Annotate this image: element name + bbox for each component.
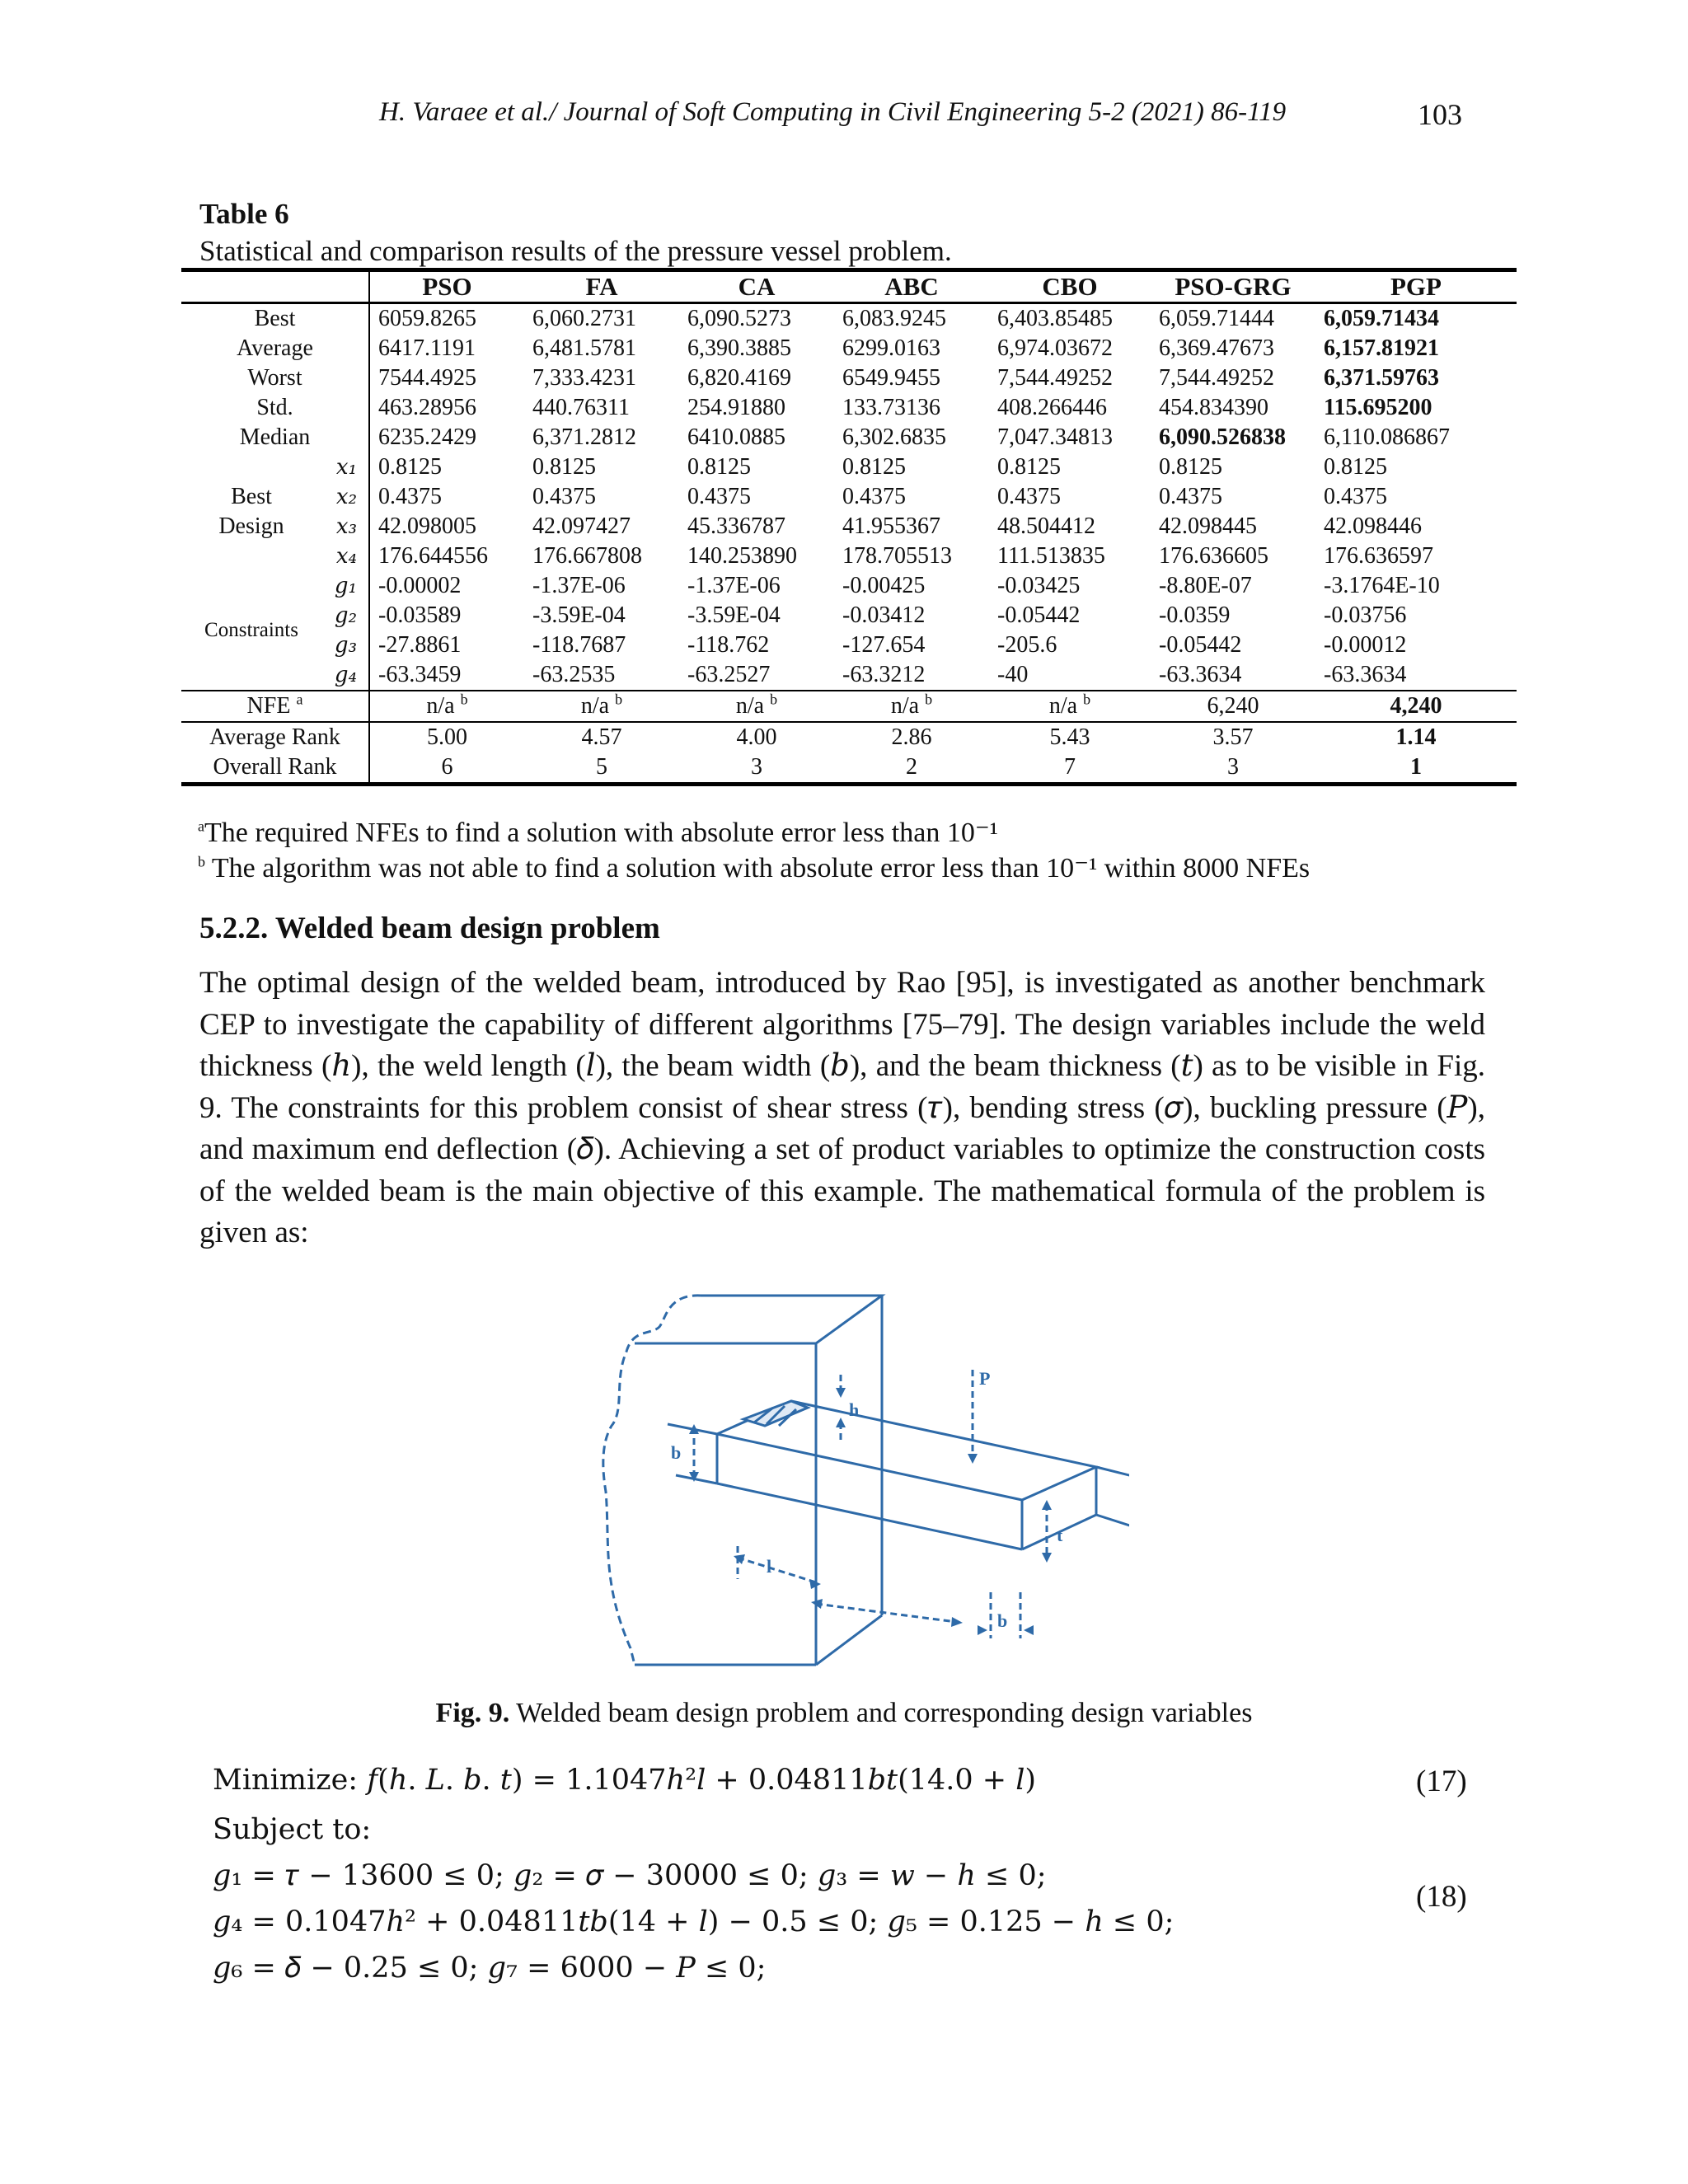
row-label: Median xyxy=(181,423,369,452)
table-cell: 6,110.086867 xyxy=(1324,424,1450,450)
table-cell: 6,157.81921 xyxy=(1324,335,1439,361)
table-cell: -1.37E-06 xyxy=(532,573,626,598)
table-cell: 0.8125 xyxy=(532,454,596,480)
table-label: Table 6 xyxy=(199,198,289,230)
table-cell xyxy=(1315,691,1517,722)
equation-constraints-1: 𝑔₁ = 𝜏 − 13600 ≤ 0; 𝑔₂ = 𝜎 − 30000 ≤ 0; 𝑔₃ = 𝑤 − ℎ ≤ 0; xyxy=(213,1859,1047,1892)
constraint-row xyxy=(181,630,1517,660)
table-cell: -118.7687 xyxy=(532,632,626,658)
average-rank-row xyxy=(181,722,1517,752)
table-cell: -0.03589 xyxy=(378,602,462,628)
table-cell: -0.00012 xyxy=(1324,632,1407,658)
table-cell: -8.80E-07 xyxy=(1159,573,1252,598)
nfe-row xyxy=(181,691,1517,722)
label-t: t xyxy=(1057,1525,1063,1545)
table-cell: 0.8125 xyxy=(1159,454,1222,480)
nfe-label-sup: a xyxy=(296,691,303,708)
corner-cell xyxy=(181,270,369,303)
table-cell: 0.4375 xyxy=(1159,484,1222,509)
stat-row xyxy=(181,363,1517,393)
table-cell: 5.43 xyxy=(989,722,1151,752)
table-cell: 4.57 xyxy=(524,722,679,752)
table-cell: 4.00 xyxy=(679,722,834,752)
table-cell: 176.636605 xyxy=(1159,543,1268,569)
table-cell: -3.59E-04 xyxy=(687,602,781,628)
table-cell: -63.3459 xyxy=(378,662,462,687)
section-heading: 5.2.2. Welded beam design problem xyxy=(199,912,660,945)
nfe-sup: b xyxy=(615,691,623,708)
table-cell: 6,090.5273 xyxy=(687,306,791,331)
page-number: 103 xyxy=(1418,98,1462,131)
nfe-value: n/a xyxy=(735,693,765,719)
table-cell: 3 xyxy=(679,752,834,785)
table-cell: -63.3634 xyxy=(1324,662,1407,687)
stat-row xyxy=(181,393,1517,423)
constraints-group-label: Constraints xyxy=(204,619,298,641)
table-cell: -3.1764E-10 xyxy=(1324,573,1440,598)
table-cell: 6059.8265 xyxy=(378,306,476,331)
table-cell: -0.03425 xyxy=(997,573,1081,598)
figure-caption: Fig. 9. Welded beam design problem and corresponding design variables xyxy=(435,1698,1253,1728)
table-cell: 463.28956 xyxy=(378,395,476,420)
table-cell: 440.76311 xyxy=(532,395,630,420)
table-cell: -0.05442 xyxy=(997,602,1081,628)
variable-symbol: x₂ xyxy=(321,482,369,512)
table-cell: 6,090.526838 xyxy=(1159,424,1286,450)
nfe-value: n/a xyxy=(890,693,920,719)
table-cell: 3.57 xyxy=(1151,722,1315,752)
constraint-symbol: g₂ xyxy=(321,601,369,630)
row-label: Worst xyxy=(181,363,369,393)
label-h: h xyxy=(849,1399,860,1420)
col-header: PSO-GRG xyxy=(1151,270,1315,303)
body-paragraph: The optimal design of the welded beam, introduced by Rao [95], is investigated as another benchmark CEP to investigate the capability of different algorithms [75–79]. The design variables include the weld thickness (ℎ), the weld length (𝑙), the beam width (𝑏), and the beam thickness (𝑡) as to be visible in Fig. 9. The constraints for this problem consist of shear stress (𝜏), bending stress (𝜎), buckling pressure (𝑃), and maximum end deflection (𝛿). Achieving a set of product variables to optimize the construction costs of the welded beam is the main objective of this example. The mathematical formula of the problem is given as: xyxy=(199,966,1485,1249)
row-label: Std. xyxy=(181,393,369,423)
row-label: Best xyxy=(181,303,369,335)
table-cell: -0.03756 xyxy=(1324,602,1407,628)
table-cell: -205.6 xyxy=(997,632,1057,658)
table-cell xyxy=(834,691,989,722)
table-cell: 0.8125 xyxy=(687,454,751,480)
label-p: P xyxy=(979,1368,991,1389)
table-cell: -3.59E-04 xyxy=(532,602,626,628)
table-cell: 0.4375 xyxy=(997,484,1061,509)
constraint-symbol: g₁ xyxy=(321,571,369,601)
table-cell xyxy=(369,691,524,722)
table-cell: 6410.0885 xyxy=(687,424,785,450)
table-cell: -63.2535 xyxy=(532,662,616,687)
table-cell: 45.336787 xyxy=(687,513,785,539)
table-cell: 7,544.49252 xyxy=(997,365,1113,391)
nfe-value: 6,240 xyxy=(1207,693,1259,719)
table-cell: 0.8125 xyxy=(842,454,906,480)
table-cell: 6,481.5781 xyxy=(532,335,636,361)
table-cell: 176.667808 xyxy=(532,543,642,569)
footnote-a: $^a$The required NFEs to find a solution with absolute error less than 10⁻¹ xyxy=(198,818,998,848)
table-cell: 6299.0163 xyxy=(842,335,940,361)
table-cell: 6,820.4169 xyxy=(687,365,791,391)
table-cell: 254.91880 xyxy=(687,395,785,420)
table-cell: 6,059.71444 xyxy=(1159,306,1274,331)
table-cell: 7,047.34813 xyxy=(997,424,1113,450)
table-cell: 0.8125 xyxy=(378,454,442,480)
variable-symbol: x₃ xyxy=(321,512,369,541)
dimension-arrowheads xyxy=(689,1388,1052,1635)
table-body xyxy=(181,303,1517,785)
table-cell: -0.05442 xyxy=(1159,632,1242,658)
table-cell: -63.2527 xyxy=(687,662,771,687)
label-l: l xyxy=(767,1556,772,1577)
table-cell: -118.762 xyxy=(687,632,770,658)
table-caption: Statistical and comparison results of the pressure vessel problem. xyxy=(199,235,952,267)
table-cell: 6,059.71434 xyxy=(1324,306,1439,331)
footnote-b: $^b$ The algorithm was not able to find a solution with absolute error less than 10⁻¹ within 8000 NFEs xyxy=(198,853,1311,883)
table-cell: 6,060.2731 xyxy=(532,306,636,331)
nfe-label: NFE xyxy=(246,693,291,719)
table-cell: 7,544.49252 xyxy=(1159,365,1274,391)
row-label: Average Rank xyxy=(181,722,369,752)
table-cell: 6,369.47673 xyxy=(1159,335,1274,361)
table-cell: -27.8861 xyxy=(378,632,462,658)
welded-beam-figure xyxy=(569,1269,1129,1698)
table-cell: 454.834390 xyxy=(1159,395,1268,420)
table-cell: 7 xyxy=(989,752,1151,785)
table-cell: 6235.2429 xyxy=(378,424,476,450)
col-header: FA xyxy=(524,270,679,303)
table-cell xyxy=(524,691,679,722)
table-cell: 41.955367 xyxy=(842,513,940,539)
table-cell: 111.513835 xyxy=(997,543,1105,569)
table-cell: 0.4375 xyxy=(1324,484,1387,509)
table-cell: 6,302.6835 xyxy=(842,424,946,450)
table-cell: 140.253890 xyxy=(687,543,797,569)
table-cell: -0.0359 xyxy=(1159,602,1231,628)
table-cell: 5.00 xyxy=(369,722,524,752)
equation-number-17: (17) xyxy=(1416,1765,1467,1798)
nfe-sup: b xyxy=(925,691,933,708)
table-cell xyxy=(679,691,834,722)
table-cell: 5 xyxy=(524,752,679,785)
row-label: Average xyxy=(181,334,369,363)
equation-constraints-2: 𝑔₄ = 0.1047ℎ² + 0.04811𝑡𝑏(14 + 𝑙) − 0.5 ≤ 0; 𝑔₅ = 0.125 − ℎ ≤ 0; xyxy=(213,1905,1175,1938)
variable-symbol: x₁ xyxy=(321,452,369,482)
nfe-value: n/a xyxy=(426,693,455,719)
nfe-sup: b xyxy=(1083,691,1091,708)
table-cell: 42.098005 xyxy=(378,513,476,539)
constraint-row xyxy=(181,601,1517,630)
table-cell: 48.504412 xyxy=(997,513,1095,539)
table-cell: 133.73136 xyxy=(842,395,940,420)
stat-row xyxy=(181,334,1517,363)
nfe-sup: b xyxy=(770,691,778,708)
table-cell: 6,974.03672 xyxy=(997,335,1113,361)
table-cell: 6,403.85485 xyxy=(997,306,1113,331)
table-cell: 0.4375 xyxy=(842,484,906,509)
table-cell: 7,333.4231 xyxy=(532,365,636,391)
table-cell: 408.266446 xyxy=(997,395,1107,420)
label-b-left: b xyxy=(671,1442,682,1463)
table-header-row xyxy=(181,270,1517,303)
table-cell: 6 xyxy=(369,752,524,785)
table-cell: 0.8125 xyxy=(997,454,1061,480)
table-cell: -0.00002 xyxy=(378,573,462,598)
equation-minimize: Minimize: 𝑓(ℎ. 𝐿. 𝑏. 𝑡) = 1.1047ℎ²𝑙 + 0.04811𝑏𝑡(14.0 + 𝑙) xyxy=(213,1764,1037,1797)
table-cell xyxy=(1151,691,1315,722)
table-cell: 6,371.2812 xyxy=(532,424,636,450)
table-cell: 6,083.9245 xyxy=(842,306,946,331)
table-cell: 6417.1191 xyxy=(378,335,476,361)
table-cell: 3 xyxy=(1151,752,1315,785)
table-cell: 0.4375 xyxy=(687,484,751,509)
table-cell: 2 xyxy=(834,752,989,785)
table-cell: 178.705513 xyxy=(842,543,952,569)
table-cell: 0.4375 xyxy=(532,484,596,509)
variable-symbol: x₄ xyxy=(321,541,369,571)
col-header: CBO xyxy=(989,270,1151,303)
table-cell: 42.098445 xyxy=(1159,513,1257,539)
group-label-line: Design xyxy=(218,513,284,539)
nfe-value: 4,240 xyxy=(1390,693,1442,719)
results-table xyxy=(181,268,1517,786)
constraint-row xyxy=(181,571,1517,601)
nfe-value: n/a xyxy=(1048,693,1078,719)
col-header: PGP xyxy=(1315,270,1517,303)
table-cell: 42.097427 xyxy=(532,513,631,539)
table-cell: 176.644556 xyxy=(378,543,488,569)
equation-constraints-3: 𝑔₆ = 𝛿 − 0.25 ≤ 0; 𝑔₇ = 6000 − 𝑃 ≤ 0; xyxy=(213,1952,767,1985)
table-cell: 7544.4925 xyxy=(378,365,476,391)
nfe-sup: b xyxy=(460,691,468,708)
table-cell: 0.8125 xyxy=(1324,454,1387,480)
table-cell: 1.14 xyxy=(1315,722,1517,752)
running-head: H. Varaee et al./ Journal of Soft Computing in Civil Engineering 5-2 (2021) 86-119 xyxy=(379,97,1287,127)
design-group-label xyxy=(181,452,321,571)
equation-subject-to: Subject to: xyxy=(213,1813,372,1846)
label-b-bottom: b xyxy=(997,1610,1008,1631)
table-cell: 6,371.59763 xyxy=(1324,365,1439,391)
design-row xyxy=(181,452,1517,482)
beam-drawing xyxy=(603,1296,1129,1665)
constraint-row xyxy=(181,660,1517,691)
table-cell: 6549.9455 xyxy=(842,365,940,391)
overall-rank-row xyxy=(181,752,1517,785)
nfe-value: n/a xyxy=(580,693,610,719)
stat-row xyxy=(181,423,1517,452)
constraint-symbol: g₄ xyxy=(321,660,369,691)
table-cell: -127.654 xyxy=(842,632,926,658)
table-cell: -63.3212 xyxy=(842,662,926,687)
row-label xyxy=(181,691,369,722)
table-cell: -0.03412 xyxy=(842,602,926,628)
table-cell: -0.00425 xyxy=(842,573,926,598)
equation-number-18: (18) xyxy=(1416,1880,1467,1914)
table-cell: 42.098446 xyxy=(1324,513,1422,539)
design-row xyxy=(181,482,1517,512)
table-cell: 0.4375 xyxy=(378,484,442,509)
table-cell: 176.636597 xyxy=(1324,543,1433,569)
table-cell: 115.695200 xyxy=(1324,395,1432,420)
row-label: Overall Rank xyxy=(181,752,369,785)
table-cell: -1.37E-06 xyxy=(687,573,781,598)
col-header: PSO xyxy=(369,270,524,303)
group-label-line: Best xyxy=(231,484,272,509)
table-cell: 2.86 xyxy=(834,722,989,752)
col-header: CA xyxy=(679,270,834,303)
col-header: ABC xyxy=(834,270,989,303)
table-cell: 1 xyxy=(1315,752,1517,785)
stat-row xyxy=(181,303,1517,335)
table-cell: -63.3634 xyxy=(1159,662,1242,687)
table-cell: -40 xyxy=(997,662,1029,687)
table-cell xyxy=(989,691,1151,722)
constraint-symbol: g₃ xyxy=(321,630,369,660)
design-row xyxy=(181,512,1517,541)
table-cell: 6,390.3885 xyxy=(687,335,791,361)
design-row xyxy=(181,541,1517,571)
